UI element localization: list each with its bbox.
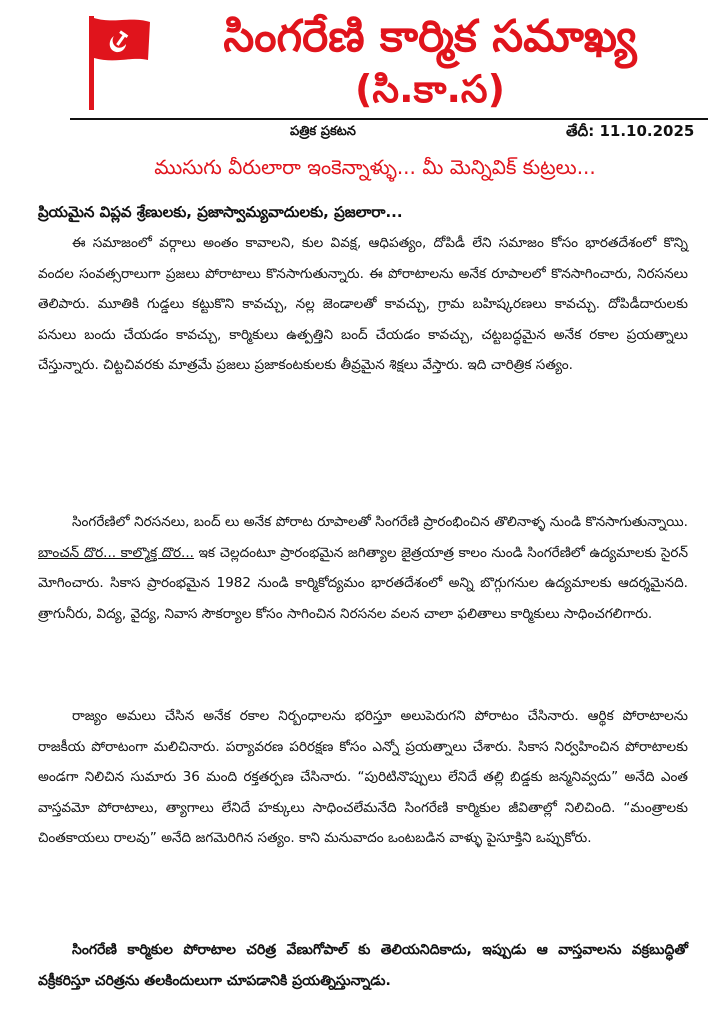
press-release-label: పత్రిక ప్రకటన [290, 124, 356, 139]
paragraph-2-start: సింగరేణిలో నిరసనలు, బంద్ లు అనేక పోరాట రూపాలతో సింగరేణి ప్రారంభించిన తొలినాళ్ళ నుండి కొనసాగుతున్నాయి. [72, 514, 688, 530]
paragraph-2-end: ఇక చెల్లదంటూ ప్రారంభమైన జగిత్యాల జైత్రయాత్ర కాలం నుండి సింగరేణిలో ఉద్యమాలకు సైరన్ మోగించారు. సికాస ప్రారంభమైన 1982 నుండి కార్మికోద్యమం భారతదేశంలో అన్ని బొగ్గుగనుల ఉద్యమాలకు ఆదర్శమైనది. త్రాగునీరు, విద్య, వైద్య, నివాస సౌకర్యాల కోసం సాగించిన నిరసనల వలన చాలా ఫలితాలు కార్మికులు సాధించగలిగారు. [38, 544, 688, 622]
paragraph-4: సింగరేణి కార్మికుల పోరాటాల చరిత్ర వేణుగోపాల్ కు తెలియనిదికాదు, ఇప్పుడు ఆ వాస్తవాలను వక్రబుద్ధితో వక్రీకరిస్తూ చరిత్రను తలకిందులుగా చూపడానికి ప్రయత్నిస్తున్నాడు. [38, 942, 688, 989]
flag-hammer-sickle-icon [86, 14, 152, 112]
paragraph-2 [38, 507, 688, 629]
organization-abbreviation: (సి.కా.స) [355, 67, 505, 111]
header-divider [70, 118, 708, 120]
organization-name: సింగరేణి కార్మిక సమాఖ్య [223, 11, 637, 62]
organization-logo [86, 14, 152, 112]
headline: ముసుగు వీరులారా ఇంకెన్నాళ్ళు... మీ మెన్నివిక్ కుట్రలు... [154, 155, 596, 179]
salutation: ప్రియమైన విప్లవ శ్రేణులకు, ప్రజాస్వామ్యవాదులకు, ప్రజలారా... [38, 203, 403, 221]
paragraph-1: ఈ సమాజంలో వర్గాలు అంతం కావాలని, కుల వివక్ష, ఆధిపత్యం, దోపిడీ లేని సమాజం కోసం భారతదేశంలో కొన్ని వందల సంవత్సరాలుగా ప్రజలు పోరాటాలు కొనసాగుతున్నారు. ఈ పోరాటాలను అనేక రూపాలలో కొనసాగించారు, నిరసనలు తెలిపారు. మూతికి గుడ్డలు కట్టుకొని కావచ్చు, నల్ల జెండాలతో కావచ్చు, గ్రామ బహిష్కరణలు కావచ్చు. దోపిడీదారులకు పనులు బందు చేయడం కావచ్చు, కార్మికులు ఉత్పత్తిని బంద్ చేయడం కావచ్చు, చట్టబద్ధమైన అనేక రకాల ప్రయత్నాలు చేస్తున్నారు. చిట్టచివరకు మాత్రమే ప్రజలు ప్రజాకంటకులకు తీవ్రమైన శిక్షలు వేస్తారు. ఇది చారిత్రిక సత్యం. [38, 235, 688, 374]
release-date: తేదీ: 11.10.2025 [566, 122, 695, 140]
paragraph-3: రాజ్యం అమలు చేసిన అనేక రకాల నిర్బంధాలను భరిస్తూ అలుపెరుగని పోరాటం చేసినారు. ఆర్థిక పోరాటాలను రాజకీయ పోరాటంగా మలిచినారు. పర్యావరణ పరిరక్షణ కోసం ఎన్నో ప్రయత్నాలు చేశారు. సికాస నిర్వహించిన పోరాటాలకు అండగా నిలిచిన సుమారు 36 మంది రక్తతర్పణ చేసినారు. “పురిటినొప్పులు లేనిదే తల్లి బిడ్డకు జన్మనివ్వదు” అనేది ఎంత వాస్తవమో పోరాటాలు, త్యాగాలు లేనిదే హక్కులు సాధించలేమనేది సింగరేణి కార్మికుల జీవితాల్లో నిలిచింది. “మంత్రాలకు చింతకాయలు రాలవు” అనేది జగమెరిగిన సత్యం. కాని మనువాదం ఒంటబడిన వాళ్ళు పైసూక్తిని ఒప్పుకోరు. [38, 708, 688, 847]
underlined-slogan: బాంచన్ దొర... కాల్మొక్త దొర... [38, 544, 194, 561]
